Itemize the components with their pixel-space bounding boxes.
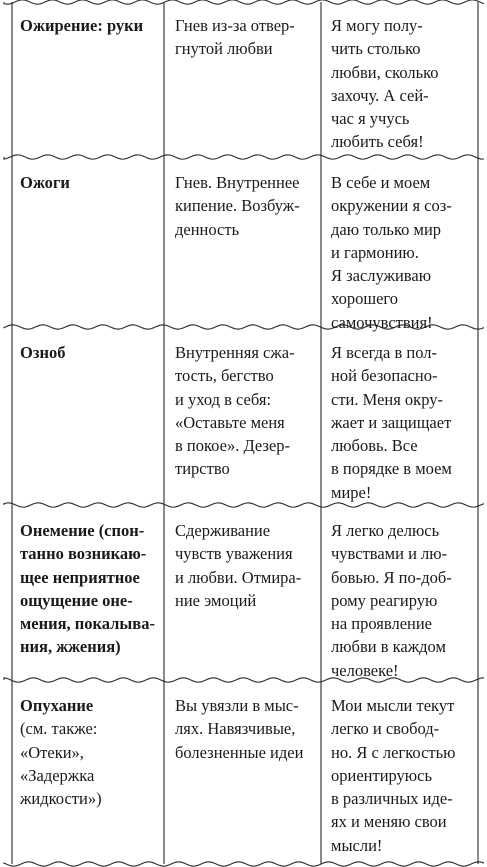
cause-line: болезненные идеи — [175, 742, 304, 762]
condition-line: Ожирение: руки — [20, 16, 144, 35]
cause-line: чувств уважения — [175, 544, 293, 564]
affirmation-line: захочу. А сей- — [331, 85, 429, 105]
cause-line: денность — [175, 219, 240, 239]
condition-cell — [20, 171, 70, 194]
affirmation-line: мире! — [331, 482, 372, 502]
condition-line: ния, жжения) — [20, 637, 121, 657]
condition-cell — [20, 519, 155, 659]
cause-line: Гнев из-за отвер- — [175, 16, 295, 35]
affirmation-line: Я всегда в пол- — [331, 343, 437, 362]
cause-cell — [175, 519, 301, 612]
affirmation-line: любви в каждом — [331, 637, 446, 657]
affirmation-line: ной безопасно- — [331, 366, 438, 386]
condition-line: ощущение оне- — [20, 590, 133, 610]
condition-cell — [20, 14, 143, 37]
condition-line: танно возникаю- — [20, 544, 147, 564]
cause-line: Гнев. Внутреннее — [175, 173, 300, 192]
affirmation-line: жает и защищает — [331, 412, 452, 432]
cause-line: Вы увязли в мыс- — [175, 696, 299, 715]
affirmation-line: ях и меняю свои — [331, 812, 447, 832]
affirmation-line: но. Я с легкостью — [331, 742, 456, 762]
affirmation-line: самочувствия! — [331, 312, 433, 332]
condition-line: Ожоги — [20, 173, 70, 192]
cause-line: тость, бегство — [175, 366, 274, 386]
condition-cell — [20, 341, 65, 364]
affirmation-line: рому реагирую — [331, 590, 438, 610]
affirmation-line: чить столько — [331, 39, 421, 59]
row-divider — [4, 155, 484, 159]
cause-line: тирство — [175, 459, 230, 479]
affirmation-line: Я могу полу- — [331, 16, 423, 35]
affirmation-cell — [331, 519, 452, 682]
condition-line: мения, покалыва- — [20, 614, 155, 634]
affirmation-line: сти. Меня окру- — [331, 389, 443, 409]
affirmation-line: любить себя! — [331, 132, 424, 152]
cause-cell — [175, 14, 295, 61]
affirmation-line: Я легко делюсь — [331, 521, 440, 540]
affirmation-line: любовь. Все — [331, 436, 418, 456]
cause-line: гнутой любви — [175, 39, 273, 59]
condition-line: «Задержка — [20, 765, 95, 785]
cause-line: в покое». Дезер- — [175, 436, 291, 456]
affirmation-line: Мои мысли текут — [331, 696, 455, 715]
cause-cell — [175, 171, 300, 241]
affirmation-line: чувствами и лю- — [331, 544, 448, 564]
affirmation-line: В себе и моем — [331, 173, 431, 192]
condition-line: Опухание — [20, 696, 94, 715]
affirmation-cell — [331, 171, 452, 334]
affirmation-line: час я учусь — [331, 109, 410, 129]
condition-line: жидкости») — [20, 789, 102, 809]
cause-line: и уход в себя: — [175, 389, 272, 409]
affirmation-line: ориентируюсь — [331, 765, 432, 785]
affirmation-line: легко и свобод- — [331, 719, 440, 739]
row-divider — [4, 0, 484, 4]
affirmation-line: на проявление — [331, 614, 432, 634]
condition-line: щее неприятное — [20, 567, 140, 587]
cause-line: лях. Навязчивые, — [175, 719, 296, 739]
affirmation-cell — [331, 341, 452, 504]
row-divider — [4, 862, 484, 866]
cause-line: «Оставьте меня — [175, 412, 285, 432]
cause-cell — [175, 694, 303, 764]
condition-cell — [20, 694, 102, 810]
affirmation-line: бовью. Я по-доб- — [331, 567, 452, 587]
cause-cell — [175, 341, 295, 481]
affirmation-line: и гармонию. — [331, 242, 419, 262]
condition-line: Озноб — [20, 343, 66, 362]
affirmation-line: окружении я соз- — [331, 196, 452, 216]
condition-line: (см. также: — [20, 719, 98, 739]
condition-line: «Отеки», — [20, 742, 84, 762]
condition-line: Онемение (спон- — [20, 521, 145, 540]
affirmation-line: Я заслуживаю — [331, 266, 432, 286]
affirmation-line: мысли! — [331, 835, 383, 855]
cause-line: Сдерживание — [175, 521, 271, 540]
affirmation-line: хорошего — [331, 289, 399, 309]
cause-line: кипение. Возбуж- — [175, 196, 300, 216]
affirmation-line: человеке! — [331, 660, 399, 680]
affirmation-cell — [331, 14, 439, 154]
cause-line: ние эмоций — [175, 590, 257, 610]
cause-line: и любви. Отмира- — [175, 567, 302, 587]
affirmation-cell — [331, 694, 455, 857]
cause-line: Внутренняя сжа- — [175, 343, 295, 362]
affirmation-line: в порядке в моем — [331, 459, 452, 479]
affirmation-line: даю только мир — [331, 219, 442, 239]
affirmation-line: любви, сколько — [331, 62, 439, 82]
affirmation-line: в различных иде- — [331, 789, 453, 809]
